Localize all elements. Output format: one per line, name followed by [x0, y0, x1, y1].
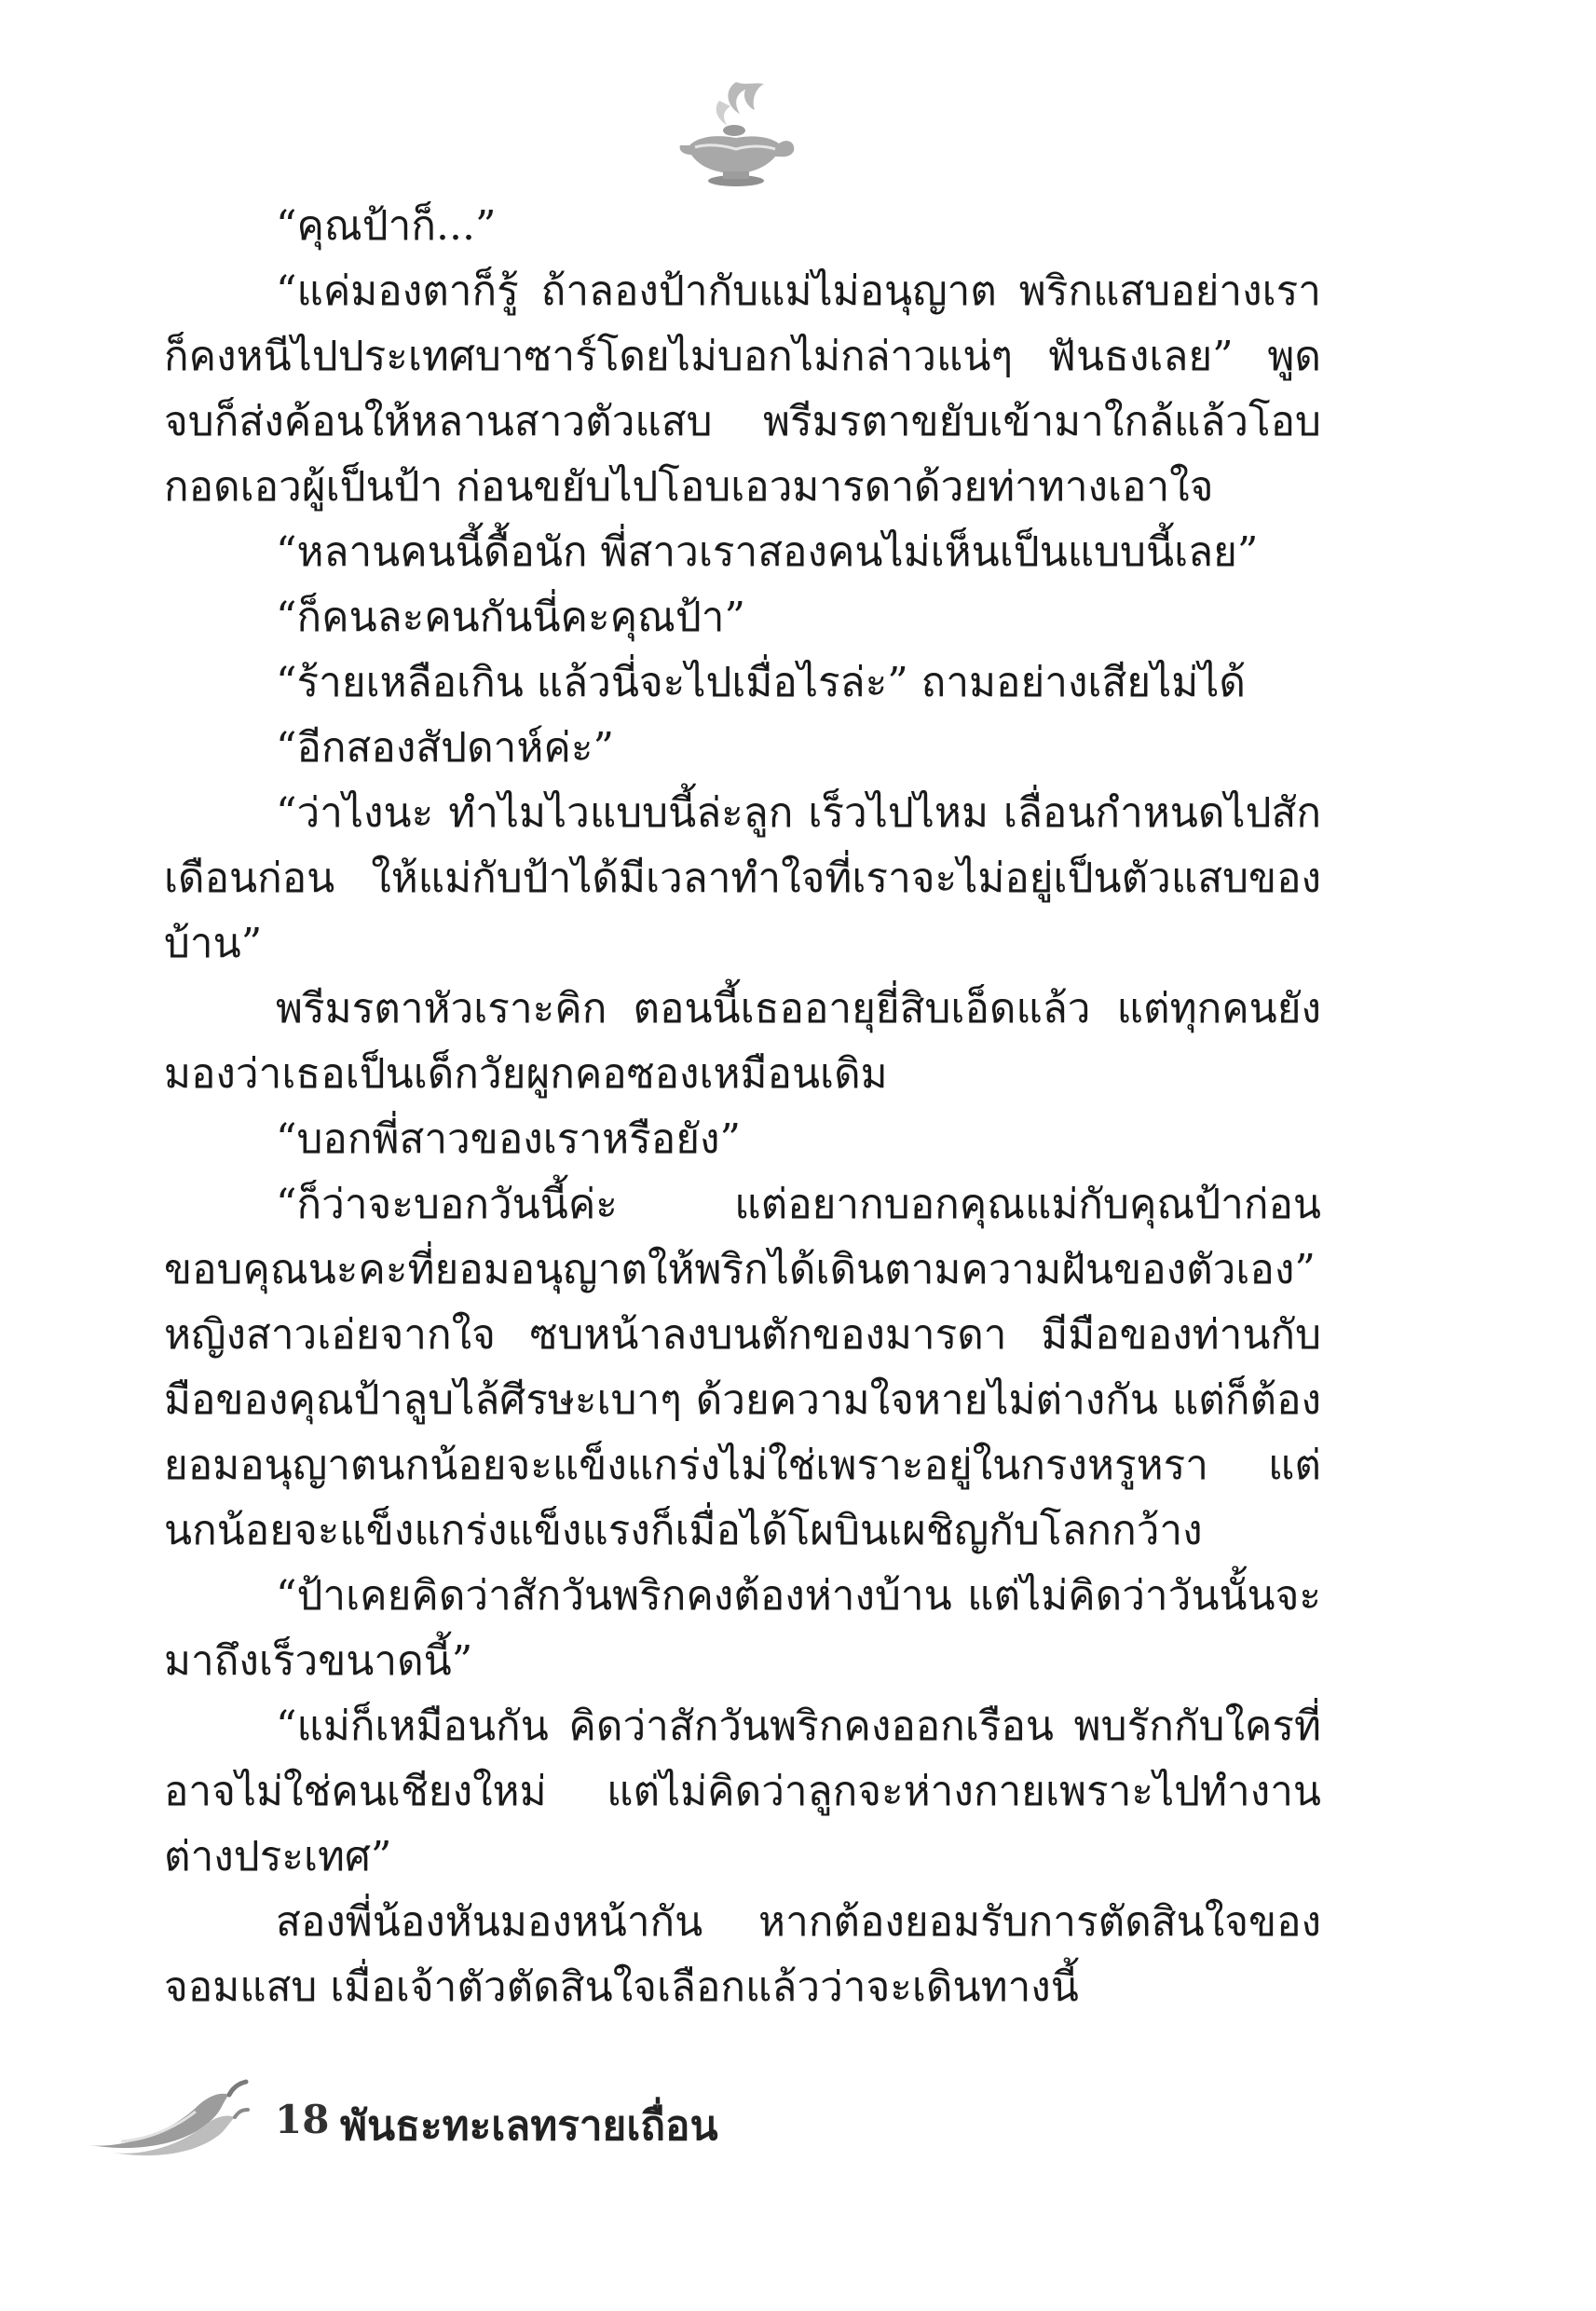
paragraph: สองพี่น้องหันมองหน้ากัน หากต้องยอมรับการตัดสินใจของจอมแสบ เมื่อเจ้าตัวตัดสินใจเลือกแล้วว่าจะเดินทางนี้ [164, 1898, 1321, 2011]
body-text [164, 194, 1321, 2020]
paragraph: “ป้าเคยคิดว่าสักวันพริกคงต้องห่างบ้าน แต่ไม่คิดว่าวันนั้นจะมาถึงเร็วขนาดนี้” [164, 1572, 1321, 1685]
paragraph: “หลานคนนี้ดื้อนัก พี่สาวเราสองคนไม่เห็นเป็นแบบนี้เลย” [276, 528, 1259, 576]
paragraph: “ก็คนละคนกันนี่คะคุณป้า” [276, 594, 746, 641]
paragraph: พรีมรตาหัวเราะคิก ตอนนี้เธออายุยี่สิบเอ็ดแล้ว แต่ทุกคนยังมองว่าเธอเป็นเด็กวัยผูกคอซองเหมือนเดิม [164, 985, 1321, 1098]
page-footer [84, 2059, 736, 2162]
paragraph: “บอกพี่สาวของเราหรือยัง” [276, 1115, 741, 1163]
paragraph: “คุณป้าก็...” [276, 202, 497, 250]
paragraph: “ร้ายเหลือเกิน แล้วนี่จะไปเมื่อไรล่ะ” ถามอย่างเสียไม่ได้ [276, 659, 1246, 706]
paragraph: “ว่าไงนะ ทำไมไวแบบนี้ล่ะลูก เร็วไปไหม เลื่อนกำหนดไปสักเดือนก่อน ให้แม่กับป้าได้มีเวลาทำใจที่เราจะไม่อยู่เป็นตัวแสบของบ้าน” [164, 789, 1321, 967]
paragraph: “อีกสองสัปดาห์ค่ะ” [276, 724, 614, 772]
chili-pepper-icon [84, 2059, 252, 2162]
paragraph: “ก็ว่าจะบอกวันนี้ค่ะ แต่อยากบอกคุณแม่กับคุณป้าก่อน ขอบคุณนะคะที่ยอมอนุญาตให้พริกได้เดินตามความฝันของตัวเอง” หญิงสาวเอ่ยจากใจ ซบหน้าลงบนตักของมารดา มีมือของท่านกับมือของคุณป้าลูบไล้ศีรษะเบาๆ ด้วยความใจหายไม่ต่างกัน แต่ก็ต้องยอมอนุญาตนกน้อยจะแข็งแกร่งไม่ใช่เพราะอยู่ในกรงหรูหรา แต่นกน้อยจะแข็งแกร่งแข็งแรงก็เมื่อได้โผบินเผชิญกับโลกกว้าง [164, 1181, 1321, 1554]
book-title: พันธะทะเลทรายเถื่อน [340, 2102, 718, 2150]
paragraph: “แค่มองตาก็รู้ ถ้าลองป้ากับแม่ไม่อนุญาต พริกแสบอย่างเราก็คงหนีไปประเทศบาซาร์โดยไม่บอกไม่กล่าวแน่ๆ ฟันธงเลย” พูดจบก็ส่งค้อนให้หลานสาวตัวแสบ พรีมรตาขยับเข้ามาใกล้แล้วโอบกอดเอวผู้เป็นป้า ก่อนขยับไปโอบเอวมารดาด้วยท่าทางเอาใจ [164, 267, 1321, 511]
magic-lamp-icon [671, 73, 801, 194]
paragraph: “แม่ก็เหมือนกัน คิดว่าสักวันพริกคงออกเรือน พบรักกับใครที่อาจไม่ใช่คนเชียงใหม่ แต่ไม่คิดว่าลูกจะห่างกายเพราะไปทำงานต่างประเทศ” [164, 1702, 1321, 1880]
page-number: 18 [275, 2097, 330, 2142]
